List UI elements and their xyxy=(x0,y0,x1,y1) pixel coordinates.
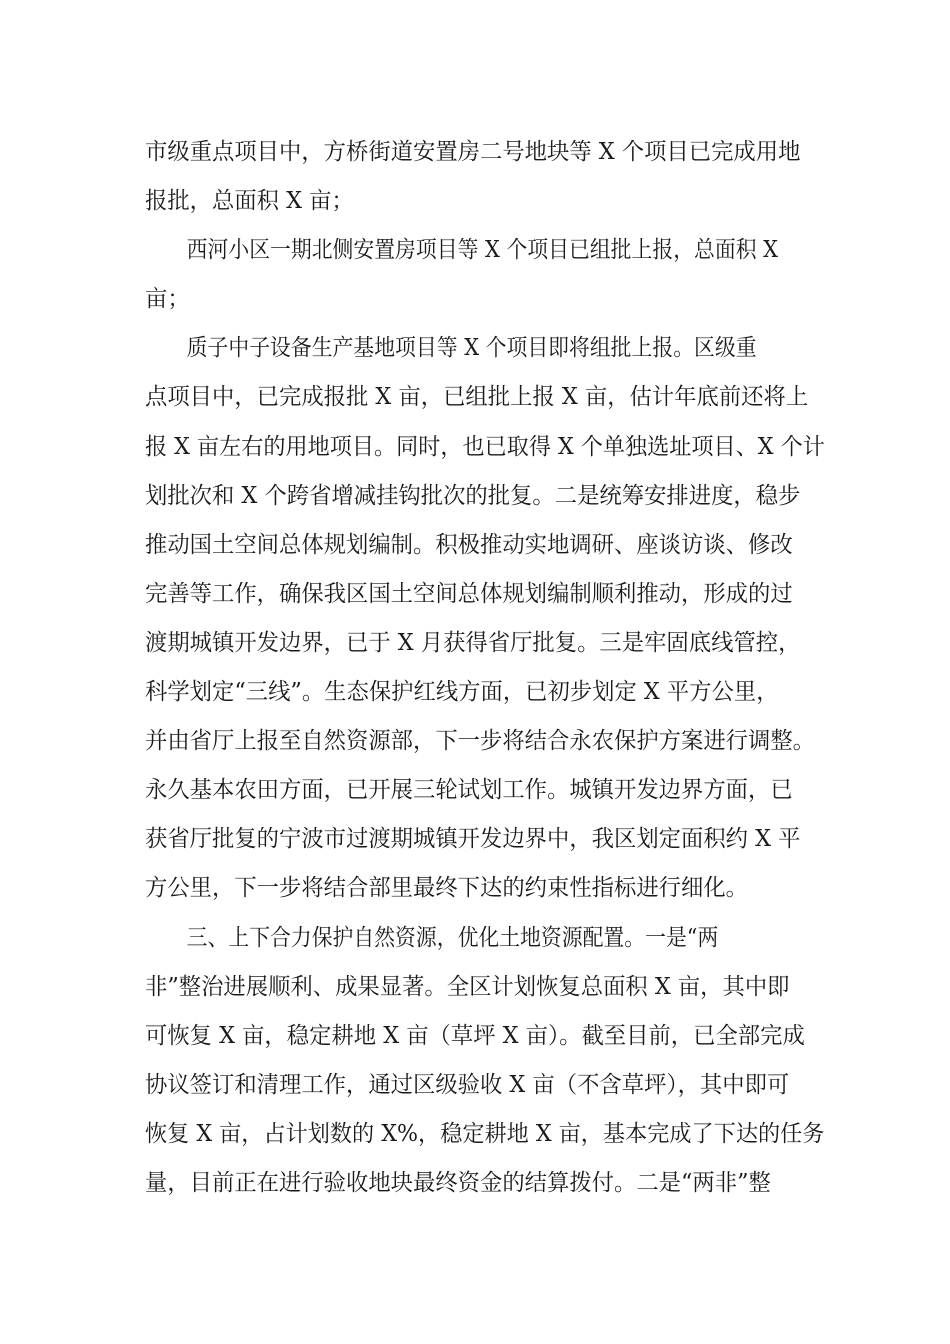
text-line: 并由省厅上报至自然资源部，下一步将结合永农保护方案进行调整。 xyxy=(145,728,815,755)
text-line: 完善等工作，确保我区国土空间总体规划编制顺利推动，形成的过 xyxy=(145,580,793,607)
text-line: 推动国土空间总体规划编制。积极推动实地调研、座谈访谈、修改 xyxy=(145,531,793,558)
text-line: 报批，总面积 X 亩； xyxy=(145,188,354,215)
text-line: 恢复 X 亩，占计划数的 X%，稳定耕地 X 亩，基本完成了下达的任务 xyxy=(145,1120,825,1147)
text-line: 报 X 亩左右的用地项目。同时，也已取得 X 个单独选址项目、X 个计 xyxy=(145,433,825,460)
text-line: 渡期城镇开发边界，已于 X 月获得省厅批复。三是牢固底线管控， xyxy=(145,629,801,656)
text-line: 划批次和 X 个跨省增减挂钩批次的批复。二是统筹安排进度，稳步 xyxy=(145,482,801,509)
text-line: 西河小区一期北侧安置房项目等 X 个项目已组批上报，总面积 X xyxy=(186,237,779,264)
text-line: 可恢复 X 亩，稳定耕地 X 亩（草坪 X 亩）。截至目前，已全部完成 xyxy=(145,1022,805,1049)
text-line: 永久基本农田方面，已开展三轮试划工作。城镇开发边界方面，已 xyxy=(145,777,793,804)
text-line: 协议签订和清理工作，通过区级验收 X 亩（不含草坪），其中即可 xyxy=(145,1071,790,1098)
text-line: 方公里，下一步将结合部里最终下达的约束性指标进行细化。 xyxy=(145,875,748,902)
text-line: 市级重点项目中，方桥街道安置房二号地块等 X 个项目已完成用地 xyxy=(145,139,801,165)
text-line: 获省厅批复的宁波市过渡期城镇开发边界中，我区划定面积约 X 平 xyxy=(145,826,801,853)
text-line: 非”整治进展顺利、成果显著。全区计划恢复总面积 X 亩，其中即 xyxy=(145,973,790,1000)
text-line: 科学划定“三线”。生态保护红线方面，已初步划定 X 平方公里， xyxy=(145,679,779,706)
text-line: 质子中子设备生产基地项目等 X 个项目即将组批上报。区级重 xyxy=(186,335,757,362)
text-line: 点项目中，已完成报批 X 亩，已组批上报 X 亩，估计年底前还将上 xyxy=(145,384,809,411)
document-body xyxy=(145,128,845,1208)
text-line: 亩； xyxy=(145,286,190,313)
text-line: 三、上下合力保护自然资源，优化土地资源配置。一是“两 xyxy=(186,924,719,951)
text-line: 量，目前正在进行验收地块最终资金的结算拨付。二是“两非”整 xyxy=(145,1169,771,1196)
